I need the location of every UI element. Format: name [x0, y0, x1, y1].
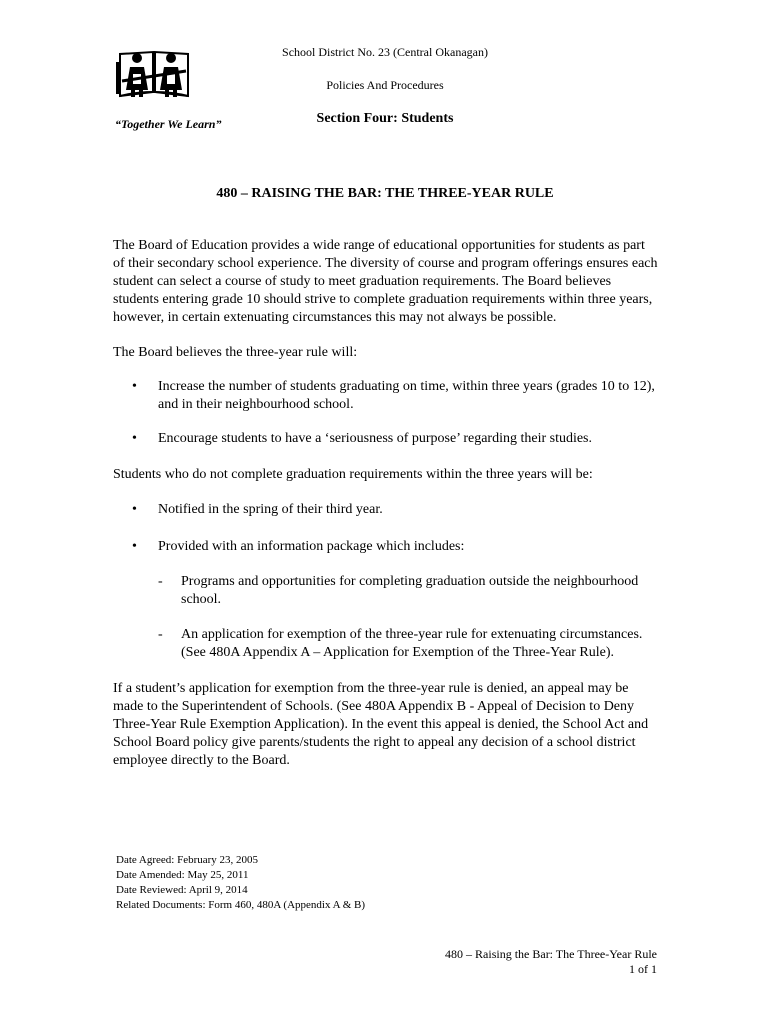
- section-heading: Section Four: Students: [316, 111, 454, 126]
- book-children-logo-icon: [116, 48, 192, 108]
- list-item: - An application for exemption of the three-year rule for extenuating circumstances. (See 480A Appendix A – Application for Exemption of the Three-Year Rule).: [113, 626, 658, 662]
- list-item: • Notified in the spring of their third year.: [113, 501, 658, 519]
- date-agreed: Date Agreed: February 23, 2005: [116, 854, 259, 866]
- students-paragraph: Students who do not complete graduation requirements within the three years will be:: [113, 467, 593, 482]
- list-item: • Increase the number of students graduating on time, within three years (grades 10 to 12), and in their neighbourhood school.: [113, 378, 658, 414]
- policy-title: 480 – RAISING THE BAR: THE THREE-YEAR RULE: [216, 186, 554, 201]
- page-footer: [445, 947, 657, 977]
- policy-body: [113, 237, 658, 770]
- footer-title: 480 – Raising the Bar: The Three-Year Rule: [445, 947, 657, 961]
- page-number: 1 of 1: [629, 962, 657, 976]
- date-amended: Date Amended: May 25, 2011: [116, 869, 249, 881]
- date-reviewed: Date Reviewed: April 9, 2014: [116, 884, 248, 896]
- list-item: • Provided with an information package which includes:: [113, 538, 658, 556]
- district-logo: [116, 48, 192, 108]
- list-item: • Encourage students to have a ‘seriousness of purpose’ regarding their studies.: [113, 430, 658, 448]
- intro-paragraph: The Board of Education provides a wide range of educational opportunities for students as part of their secondary school experience. The diversity of course and program offerings ensures each student can select a course of study to meet graduation requirements. The Board believes students entering grade 10 should strive to complete graduation requirements within three years, however, in certain extenuating circumstances this may not always be possible.: [113, 238, 658, 325]
- appeal-paragraph: If a student’s application for exemption from the three-year rule is denied, an appeal may be made to the Superintendent of Schools. (See 480A Appendix B - Appeal of Decision to Deny Three-Year Rule Exemption Application). In the event this appeal is denied, the School Act and School Board policy give parents/students the right to appeal any decision of a school district employee directly to the Board.: [113, 681, 649, 768]
- list-item: - Programs and opportunities for completing graduation outside the neighbourhood school.: [113, 573, 658, 609]
- related-documents: Related Documents: Form 460, 480A (Appendix A & B): [116, 899, 366, 911]
- district-name: School District No. 23 (Central Okanagan): [282, 45, 488, 59]
- students-list: [113, 501, 658, 556]
- policies-heading: Policies And Procedures: [326, 78, 444, 92]
- package-list: [113, 573, 658, 662]
- believes-list: [113, 378, 658, 448]
- district-motto: “Together We Learn”: [115, 117, 222, 131]
- believes-paragraph: The Board believes the three-year rule will:: [113, 345, 358, 360]
- policy-dates: [116, 853, 365, 913]
